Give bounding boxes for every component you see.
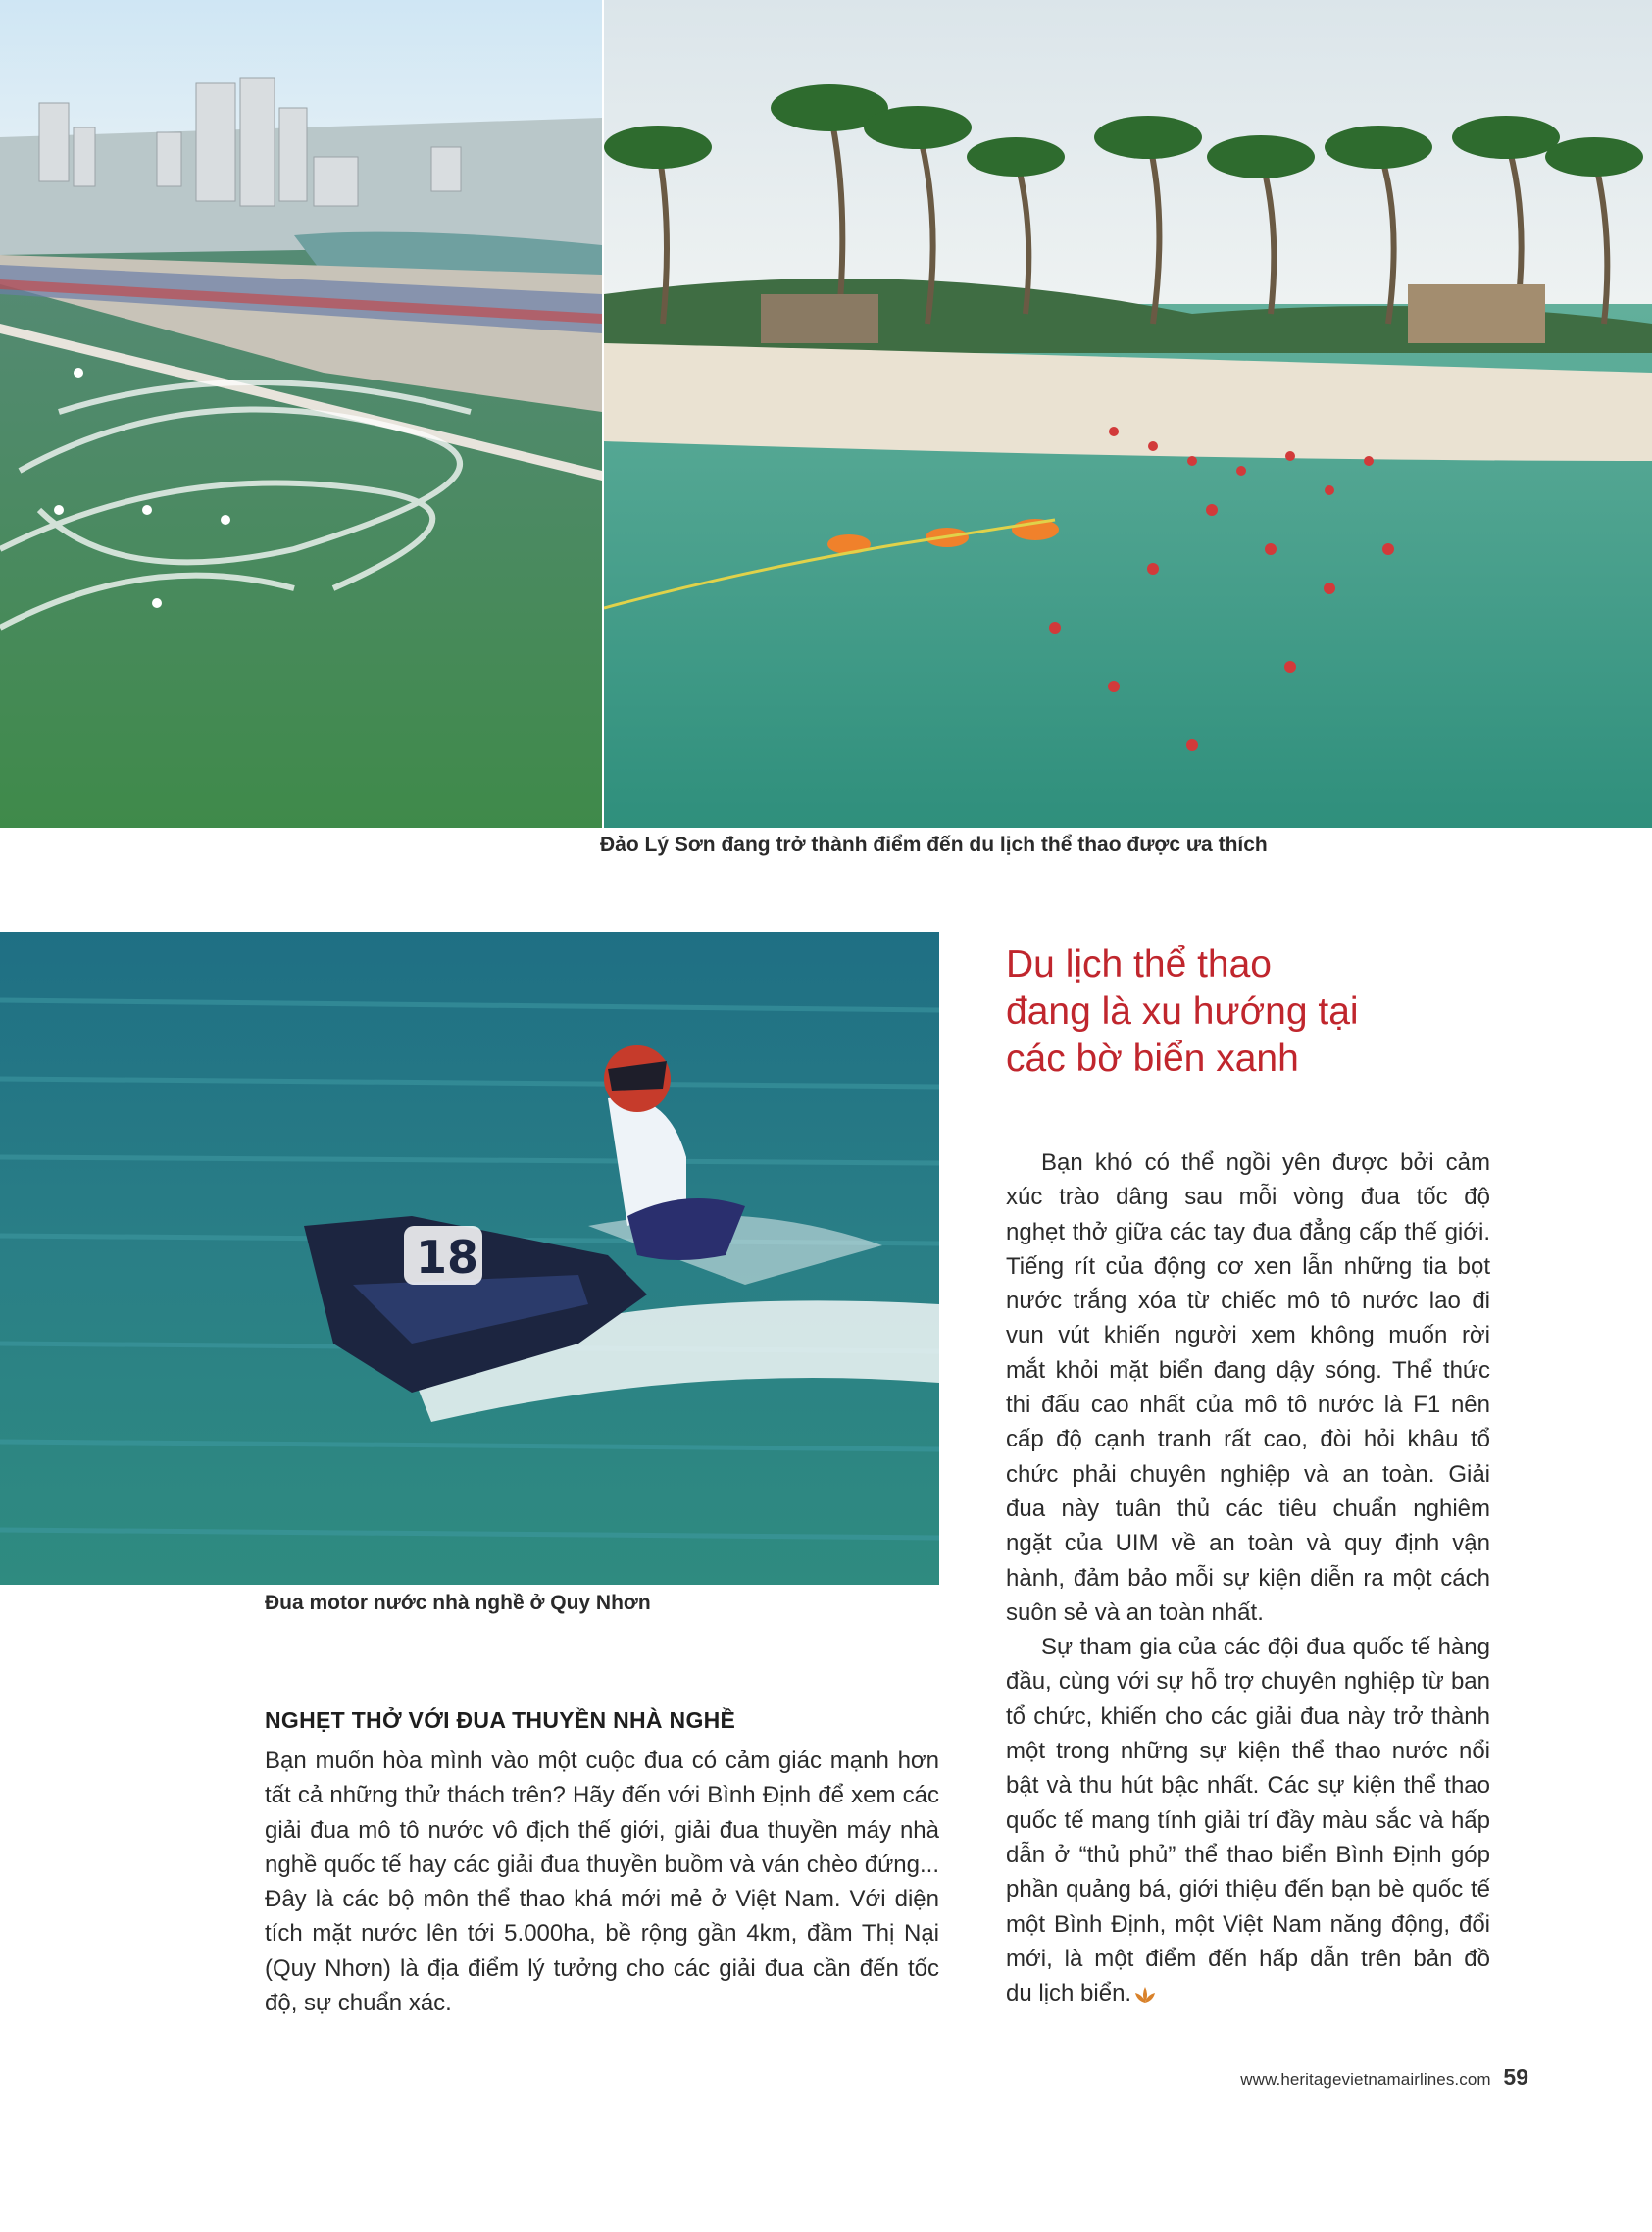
jetski-racer-photo-icon (0, 932, 939, 1585)
article-headline (1006, 941, 1418, 1083)
body-line: giải đua mô tô nước vô địch thế giới, giải đua thuyền máy nhà (265, 1816, 939, 1844)
body-line: mới, là một điểm đến hấp dẫn trên bản đồ (1006, 1945, 1490, 1972)
body-line: Bạn muốn hòa mình vào một cuộc đua có cảm giác mạnh hơn (265, 1748, 939, 1774)
aerial-city-coast-photo-icon (0, 0, 602, 828)
jetski-racer-photo (0, 932, 939, 1585)
body-line: xúc trào dâng sau mỗi vòng đua tốc độ (1006, 1184, 1490, 1211)
body-line: tích mặt nước lên tới 5.000ha, bề rộng gần 4km, đầm Thị Nại (265, 1920, 939, 1948)
body-line: quốc tế mang tính giải trí đầy màu sắc và hấp (1006, 1806, 1490, 1834)
aerial-city-photo (0, 0, 602, 828)
beach-swimmers-photo (604, 0, 1652, 828)
body-line: Đây là các bộ môn thể thao khá mới mẻ ở Việt Nam. Với diện (265, 1886, 939, 1913)
body-line: độ, sự chuẩn xác. (265, 1990, 452, 2017)
body-line-last (1006, 1976, 1490, 2010)
headline-line: Du lịch thể thao (1006, 943, 1273, 986)
body-line: Tiếng rít của động cơ xen lẫn những tia bọt (1006, 1252, 1490, 1280)
body-line: chức phải chuyên nghiệp và an toàn. Giải (1006, 1460, 1490, 1488)
body-line-text: du lịch biển. (1006, 1980, 1132, 2007)
body-line: bật và thu hút bậc nhất. Các sự kiện thể thao (1006, 1772, 1490, 1800)
body-line: đua này tuân thủ các tiêu chuẩn nghiêm (1006, 1495, 1490, 1522)
body-line: cấp độ cạnh tranh rất cao, đòi hỏi khâu tổ (1006, 1426, 1490, 1453)
jetski-number: 18 (416, 1231, 479, 1284)
body-line: Bạn khó có thể ngồi yên được bởi cảm (1041, 1149, 1490, 1176)
body-line: (Quy Nhơn) là địa điểm lý tưởng cho các giải đua cần đến tốc (265, 1954, 939, 1982)
jetski-photo-caption: Đua motor nước nhà nghề ở Quy Nhơn (265, 1592, 651, 1614)
page-number: 59 (1503, 2064, 1528, 2090)
top-photo-caption: Đảo Lý Sơn đang trở thành điểm đến du lịch thể thao được ưa thích (600, 834, 1268, 856)
lotus-icon (1131, 1985, 1159, 2004)
body-line: mắt khỏi mặt biển đang dậy sóng. Thể thức (1006, 1356, 1490, 1384)
body-line: phần quảng bá, giới thiệu đến bạn bè quốc tế (1006, 1876, 1490, 1903)
body-line: nghề quốc tế hay các giải đua thuyền buồm và ván chèo đứng... (265, 1851, 939, 1878)
headline-line: đang là xu hướng tại (1006, 990, 1359, 1033)
body-line: suôn sẻ và an toàn nhất. (1006, 1598, 1264, 1626)
right-column-body (1006, 1145, 1490, 2010)
body-line: dẫn ở “thủ phủ” thể thao biển Bình Định góp (1006, 1841, 1490, 1868)
body-line: nghẹt thở giữa các tay đua đẳng cấp thế giới. (1006, 1218, 1490, 1245)
beach-swimmers-palms-photo-icon (604, 0, 1652, 828)
body-line: thi đấu cao nhất của mô tô nước là F1 nên (1006, 1392, 1490, 1419)
website-url: www.heritagevietnamairlines.com (1240, 2070, 1491, 2089)
body-line: một trong những sự kiện thể thao nước nổi (1006, 1738, 1490, 1765)
body-line: một Bình Định, một Việt Nam năng động, đổi (1006, 1910, 1490, 1938)
body-line: tất cả những thử thách trên? Hãy đến với Bình Định để xem các (265, 1782, 939, 1809)
body-line: Sự tham gia của các đội đua quốc tế hàng (1041, 1634, 1490, 1661)
section-heading: NGHẸT THỞ VỚI ĐUA THUYỀN NHÀ NGHỀ (265, 1707, 736, 1733)
body-line: ngặt của UIM về an toàn và quy định vận (1006, 1530, 1490, 1557)
body-line: nước trắng xóa từ chiếc mô tô nước lao đi (1006, 1288, 1490, 1315)
headline-line: các bờ biển xanh (1006, 1038, 1299, 1080)
left-column-body (265, 1744, 939, 2020)
body-line: tổ chức, khiến cho các giải đua này trở thành (1006, 1702, 1490, 1730)
body-line: đầu, cùng với sự hỗ trợ chuyên nghiệp từ ban (1006, 1668, 1490, 1696)
body-line: hành, đảm bảo mỗi sự kiện diễn ra một cách (1006, 1564, 1490, 1592)
page-footer (1240, 2064, 1528, 2091)
body-line: vun vút khiến người xem không muốn rời (1006, 1322, 1490, 1349)
